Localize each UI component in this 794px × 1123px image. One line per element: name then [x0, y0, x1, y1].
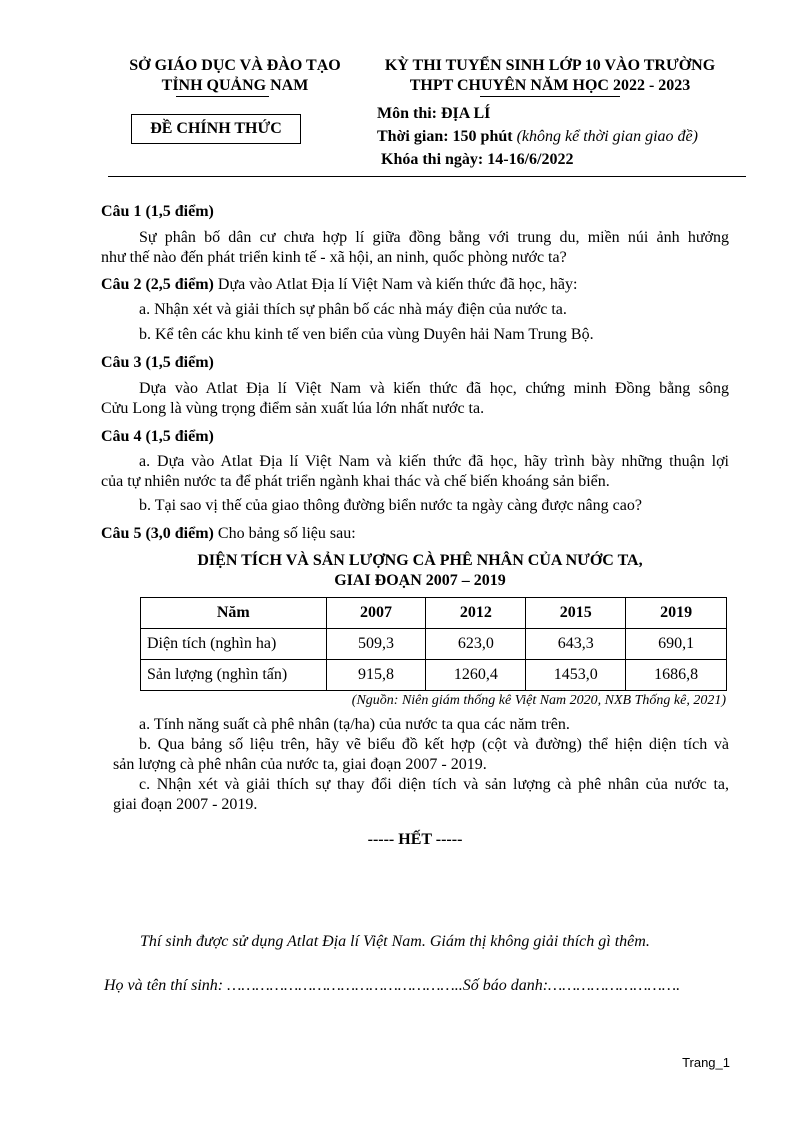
exam-line-2: THPT CHUYÊN NĂM HỌC 2022 - 2023: [409, 77, 691, 94]
time-note: (không kể thời gian giao đề): [516, 128, 698, 145]
q5-part-b-line-2: sản lượng cà phê nhân của nước ta, giai đoạn 2007 - 2019.: [113, 756, 487, 773]
q5-intro: Cho bảng số liệu sau:: [213, 525, 356, 542]
q4-part-a-line-1: a. Dựa vào Atlat Địa lí Việt Nam và kiến thức đã học, hãy trình bày những thuận lợi: [139, 453, 729, 470]
q2-part-a: a. Nhận xét và giải thích sự phân bố các nhà máy điện của nước ta.: [139, 301, 567, 318]
q2-part-b: b. Kể tên các khu kinh tế ven biển của vùng Duyên hải Nam Trung Bộ.: [139, 326, 594, 343]
end-marker: ----- HẾT -----: [367, 831, 463, 848]
q5-part-a: a. Tính năng suất cà phê nhân (tạ/ha) của nước ta qua các năm trên.: [139, 716, 570, 733]
page-number: Trang_1: [682, 1055, 730, 1070]
q5-heading: [101, 524, 356, 543]
q4-part-a-line-2: của tự nhiên nước ta để phát triển ngành khai thác và chế biến khoáng sản biển.: [101, 473, 610, 490]
q2-intro: Dựa vào Atlat Địa lí Việt Nam và kiến thức đã học, hãy:: [213, 276, 578, 293]
table-cell: 1453,0: [526, 660, 626, 691]
table-header-cell: 2012: [426, 598, 526, 629]
q5-title: Câu 5 (3,0 điểm): [101, 525, 214, 542]
time-line: [377, 127, 698, 146]
q3-text-line-1: Dựa vào Atlat Địa lí Việt Nam và kiến thức đã học, chứng minh Đồng bằng sông: [139, 380, 729, 397]
department-header: [100, 56, 370, 96]
table-row: [141, 660, 727, 691]
table-header-cell: 2019: [626, 598, 727, 629]
exam-date: Khóa thi ngày: 14-16/6/2022: [381, 151, 574, 168]
header-divider: [108, 176, 746, 177]
table-header-cell: 2007: [326, 598, 426, 629]
table-header-cell: 2015: [526, 598, 626, 629]
q5-part-c-line-2: giai đoạn 2007 - 2019.: [113, 796, 258, 813]
table-cell: 643,3: [526, 629, 626, 660]
q5-part-b-line-1: b. Qua bảng số liệu trên, hãy vẽ biểu đồ kết hợp (cột và đường) thể hiện diện tích và: [139, 736, 729, 753]
table-source: (Nguồn: Niên giám thống kê Việt Nam 2020, NXB Thống kê, 2021): [351, 693, 726, 708]
candidate-info-line: Họ và tên thí sinh: …………………………………………..Số báo danh:……………………….: [104, 977, 681, 994]
q4-part-b: b. Tại sao vị thế của giao thông đường biển nước ta ngày càng được nâng cao?: [139, 497, 642, 514]
q1-title: Câu 1 (1,5 điểm): [101, 203, 214, 220]
table-cell: 690,1: [626, 629, 727, 660]
q5-part-c-line-1: c. Nhận xét và giải thích sự thay đổi diện tích và sản lượng cà phê nhân của nước ta,: [139, 776, 729, 793]
q1-text-line-1: Sự phân bố dân cư chưa hợp lí giữa đồng bằng với trung du, miền núi ảnh hưởng: [139, 229, 729, 246]
q3-title: Câu 3 (1,5 điểm): [101, 354, 214, 371]
table-title-line-1: DIỆN TÍCH VÀ SẢN LƯỢNG CÀ PHÊ NHÂN CỦA NƯỚC TA,: [197, 552, 643, 569]
department-line-2: TỈNH QUẢNG NAM: [161, 77, 309, 94]
table-cell: 1686,8: [626, 660, 727, 691]
table-header-row: [141, 598, 727, 629]
table-row-label: Diện tích (nghìn ha): [141, 629, 327, 660]
exam-line-1: KỲ THI TUYỂN SINH LỚP 10 VÀO TRƯỜNG: [384, 57, 716, 74]
table-cell: 915,8: [326, 660, 426, 691]
subject-line: Môn thi: ĐỊA LÍ: [377, 105, 491, 122]
official-exam-box: ĐỀ CHÍNH THỨC: [131, 114, 301, 144]
q4-title: Câu 4 (1,5 điểm): [101, 428, 214, 445]
exam-header: [360, 56, 740, 96]
table-header-cell: Năm: [141, 598, 327, 629]
atlas-note: Thí sinh được sử dụng Atlat Địa lí Việt Nam. Giám thị không giải thích gì thêm.: [140, 933, 650, 950]
table-row: [141, 629, 727, 660]
q2-heading: [101, 275, 577, 294]
table-title-line-2: GIAI ĐOẠN 2007 – 2019: [334, 572, 506, 589]
q1-text-line-2: như thế nào đến phát triển kinh tế - xã hội, an ninh, quốc phòng nước ta?: [101, 249, 567, 266]
table-row-label: Sản lượng (nghìn tấn): [141, 660, 327, 691]
table-cell: 509,3: [326, 629, 426, 660]
table-cell: 1260,4: [426, 660, 526, 691]
coffee-data-table: [140, 597, 727, 691]
q2-title: Câu 2 (2,5 điểm): [101, 276, 214, 293]
department-underline: [176, 96, 269, 97]
department-line-1: SỞ GIÁO DỤC VÀ ĐÀO TẠO: [129, 57, 341, 74]
q3-text-line-2: Cửu Long là vùng trọng điểm sản xuất lúa lớn nhất nước ta.: [101, 400, 485, 417]
exam-underline: [480, 96, 620, 97]
table-cell: 623,0: [426, 629, 526, 660]
time-label: Thời gian: 150 phút: [377, 128, 513, 145]
